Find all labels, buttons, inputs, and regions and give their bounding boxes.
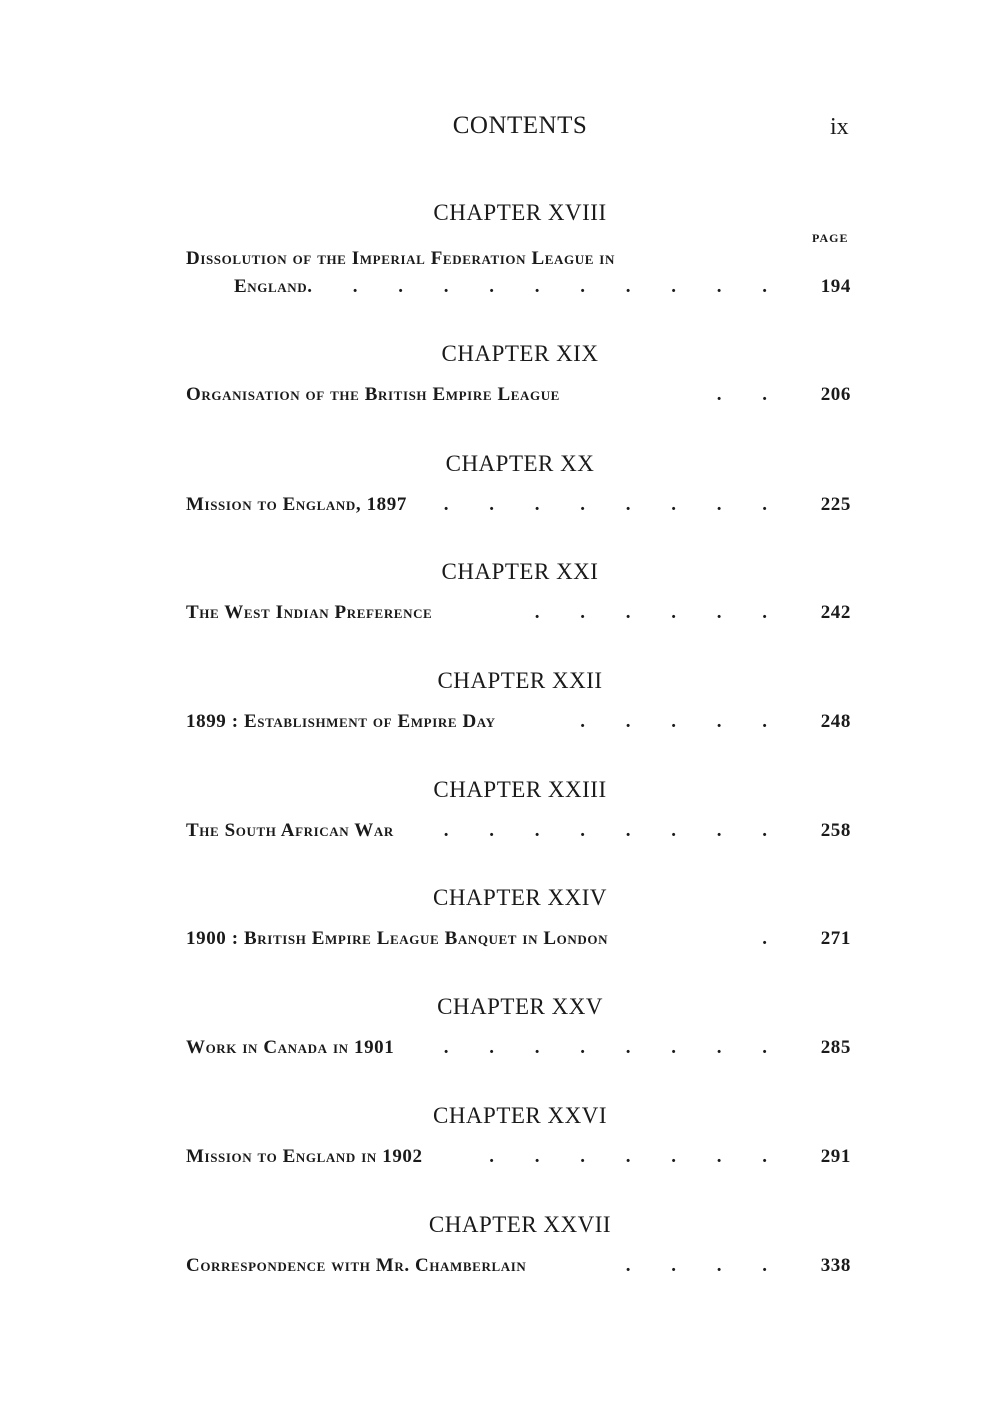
chapter-heading: CHAPTER XIX [441, 341, 599, 366]
toc-entry-page: 248 [820, 711, 851, 732]
chapter-heading: CHAPTER XXVII [428, 1212, 612, 1237]
chapter-heading: CHAPTER XXII [437, 668, 603, 693]
toc-entry [186, 384, 851, 414]
toc-entry-page: 271 [820, 928, 851, 949]
chapter-heading: CHAPTER XXIII [433, 777, 607, 802]
toc-entry-title: The West Indian Preference [186, 602, 433, 623]
chapter-heading: CHAPTER XXI [441, 559, 599, 584]
chapter-heading: CHAPTER XXIV [432, 885, 608, 910]
toc-entry-title-continued: England [234, 276, 308, 297]
toc-entry [186, 602, 851, 632]
toc-entry-title: Dissolution of the Imperial Federation League in [186, 248, 615, 269]
toc-entry-page: 291 [820, 1146, 851, 1167]
toc-entry-page: 338 [820, 1255, 851, 1276]
page-column-label: PAGE [812, 231, 849, 245]
leader-dots: . . . . . . . . [443, 1037, 785, 1058]
toc-entry-title: Correspondence with Mr. Chamberlain [186, 1255, 527, 1276]
chapter-heading: CHAPTER XVIII [433, 200, 607, 225]
toc-entry [186, 1146, 851, 1176]
leader-dots: . . . . . . . . [443, 494, 785, 515]
leader-dots: . . . . . . . . . . . [307, 276, 785, 297]
toc-entry-continued [186, 276, 851, 306]
leader-dots: . . . . . [580, 711, 785, 732]
leader-dots: . . [716, 384, 785, 405]
toc-entry-title: 1899 : Establishment of Empire Day [186, 711, 496, 732]
chapter-heading: CHAPTER XXV [437, 994, 603, 1019]
page-number: ix [830, 114, 849, 140]
chapter-heading: CHAPTER XX [445, 451, 595, 476]
leader-dots: . . . . . . [534, 602, 785, 623]
leader-dots: . . . . . . . [489, 1146, 785, 1167]
toc-entry-page: 225 [820, 494, 851, 515]
leader-dots: . . . . [625, 1255, 785, 1276]
toc-entry-title: Mission to England, 1897 [186, 494, 407, 515]
leader-dots: . [762, 928, 785, 949]
toc-entry [186, 928, 851, 958]
chapter-heading: CHAPTER XXVI [432, 1103, 608, 1128]
toc-entry [186, 711, 851, 741]
leader-dots: . . . . . . . . [443, 820, 785, 841]
running-head-title: CONTENTS [452, 112, 588, 139]
toc-entry [186, 820, 851, 850]
toc-entry-page: 258 [820, 820, 851, 841]
toc-entry-title: The South African War [186, 820, 394, 841]
toc-entry-page: 242 [820, 602, 851, 623]
toc-entry-page: 194 [820, 276, 851, 297]
toc-entry [186, 1255, 851, 1285]
toc-entry-title: Mission to England in 1902 [186, 1146, 423, 1167]
toc-entry-page: 206 [820, 384, 851, 405]
toc-entry [186, 494, 851, 524]
toc-entry-page: 285 [820, 1037, 851, 1058]
toc-entry [186, 248, 851, 278]
toc-entry-title: 1900 : British Empire League Banquet in London [186, 928, 609, 949]
toc-entry [186, 1037, 851, 1067]
toc-entry-title: Work in Canada in 1901 [186, 1037, 395, 1058]
toc-entry-title: Organisation of the British Empire League [186, 384, 560, 405]
